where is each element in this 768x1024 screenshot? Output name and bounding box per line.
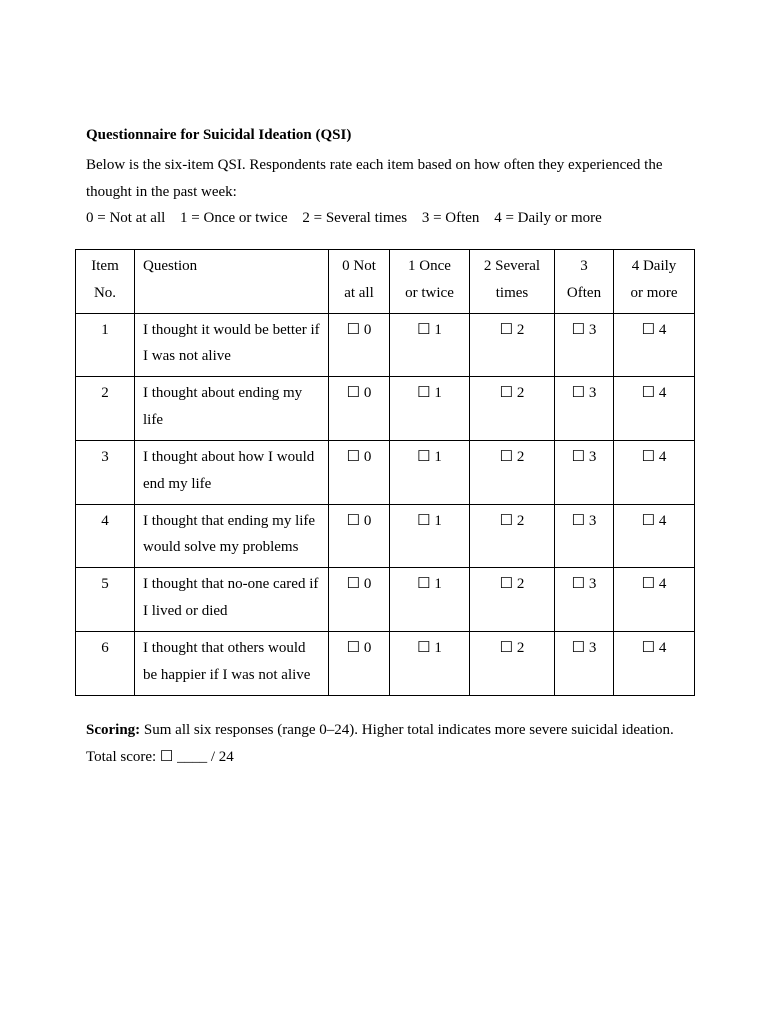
checkbox-option-2[interactable]: ☐ 2: [470, 377, 555, 441]
table-row: [76, 377, 695, 441]
checkbox-option-0[interactable]: ☐ 0: [329, 441, 390, 505]
checkbox-option-1[interactable]: ☐ 1: [390, 313, 470, 377]
item-number: 1: [76, 313, 135, 377]
checkbox-option-3[interactable]: ☐ 3: [555, 377, 614, 441]
legend-item: 2 = Several times: [302, 210, 408, 226]
item-number: 3: [76, 441, 135, 505]
checkbox-option-2[interactable]: ☐ 2: [470, 313, 555, 377]
checkbox-option-1[interactable]: ☐ 1: [390, 441, 470, 505]
item-number: 6: [76, 632, 135, 696]
checkbox-option-2[interactable]: ☐ 2: [470, 568, 555, 632]
checkbox-option-4[interactable]: ☐ 4: [614, 504, 695, 568]
checkbox-option-3[interactable]: ☐ 3: [555, 313, 614, 377]
legend-item: 0 = Not at all: [86, 210, 166, 226]
checkbox-option-4[interactable]: ☐ 4: [614, 313, 695, 377]
table-header-row: [76, 250, 695, 314]
header-option-2: 2 Several times: [470, 250, 555, 314]
checkbox-option-2[interactable]: ☐ 2: [470, 441, 555, 505]
table-row: [76, 632, 695, 696]
checkbox-option-0[interactable]: ☐ 0: [329, 632, 390, 696]
item-question: I thought that ending my life would solve my problems: [135, 504, 329, 568]
item-question: I thought that others would be happier if I was not alive: [135, 632, 329, 696]
checkbox-option-0[interactable]: ☐ 0: [329, 504, 390, 568]
checkbox-option-3[interactable]: ☐ 3: [555, 504, 614, 568]
header-option-1: 1 Once or twice: [390, 250, 470, 314]
header-item-no: Item No.: [76, 250, 135, 314]
table-row: [76, 568, 695, 632]
scoring-instructions: [86, 717, 726, 744]
checkbox-option-2[interactable]: ☐ 2: [470, 632, 555, 696]
item-number: 4: [76, 504, 135, 568]
legend-item: 1 = Once or twice: [180, 210, 288, 226]
checkbox-option-1[interactable]: ☐ 1: [390, 632, 470, 696]
rating-legend: [86, 205, 613, 231]
header-question: Question: [135, 250, 329, 314]
checkbox-option-4[interactable]: ☐ 4: [614, 377, 695, 441]
checkbox-option-2[interactable]: ☐ 2: [470, 504, 555, 568]
checkbox-option-0[interactable]: ☐ 0: [329, 313, 390, 377]
header-option-0: 0 Not at all: [329, 250, 390, 314]
item-question: I thought that no-one cared if I lived or died: [135, 568, 329, 632]
item-question: I thought about how I would end my life: [135, 441, 329, 505]
legend-item: 4 = Daily or more: [494, 210, 602, 226]
header-option-4: 4 Daily or more: [614, 250, 695, 314]
document-title: Questionnaire for Suicidal Ideation (QSI): [86, 127, 352, 143]
table-row: [76, 441, 695, 505]
scoring-text: Sum all six responses (range 0–24). Higher total indicates more severe suicidal ideation.: [140, 722, 674, 738]
checkbox-option-3[interactable]: ☐ 3: [555, 441, 614, 505]
legend-item: 3 = Often: [421, 210, 480, 226]
checkbox-option-1[interactable]: ☐ 1: [390, 504, 470, 568]
scoring-section: [86, 717, 726, 770]
item-number: 2: [76, 377, 135, 441]
checkbox-option-0[interactable]: ☐ 0: [329, 377, 390, 441]
checkbox-option-4[interactable]: ☐ 4: [614, 441, 695, 505]
total-score-line[interactable]: Total score: ☐ ____ / 24: [86, 748, 234, 765]
checkbox-option-3[interactable]: ☐ 3: [555, 568, 614, 632]
checkbox-option-1[interactable]: ☐ 1: [390, 377, 470, 441]
qsi-table: [75, 249, 695, 696]
scoring-label: Scoring:: [86, 722, 141, 738]
table-row: [76, 504, 695, 568]
intro-paragraph: Below is the six-item QSI. Respondents rate each item based on how often they experienced the thought in the past week:: [86, 157, 663, 200]
item-number: 5: [76, 568, 135, 632]
checkbox-option-1[interactable]: ☐ 1: [390, 568, 470, 632]
header-option-3: 3 Often: [555, 250, 614, 314]
checkbox-option-4[interactable]: ☐ 4: [614, 632, 695, 696]
item-question: I thought about ending my life: [135, 377, 329, 441]
checkbox-option-3[interactable]: ☐ 3: [555, 632, 614, 696]
table-row: [76, 313, 695, 377]
checkbox-option-0[interactable]: ☐ 0: [329, 568, 390, 632]
checkbox-option-4[interactable]: ☐ 4: [614, 568, 695, 632]
item-question: I thought it would be better if I was not alive: [135, 313, 329, 377]
